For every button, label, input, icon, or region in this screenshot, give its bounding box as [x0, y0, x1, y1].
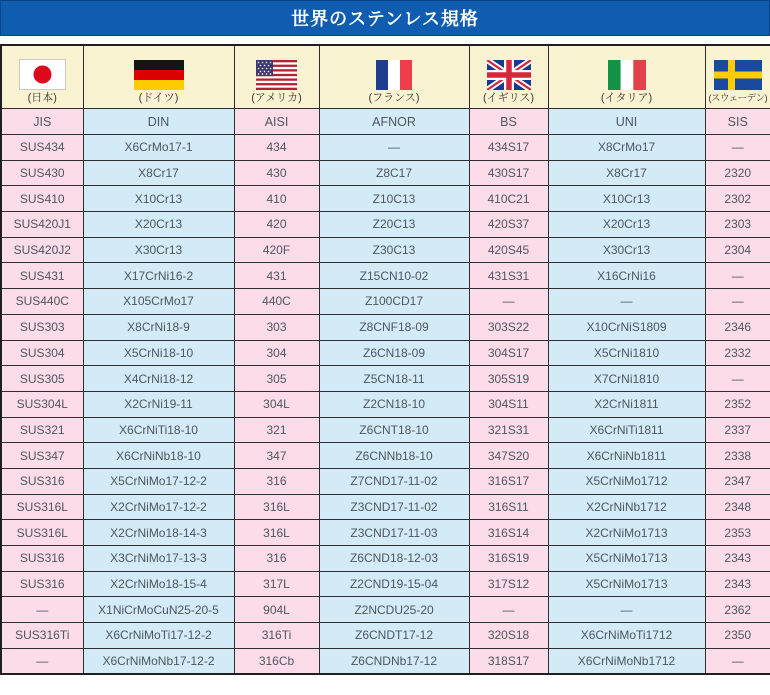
table-cell: SUS420J2: [1, 237, 83, 263]
table-cell: 316S11: [469, 494, 548, 520]
table-cell: X17CrNi16-2: [83, 263, 234, 289]
table-cell: 316S19: [469, 546, 548, 572]
table-row: [1, 520, 770, 546]
table-row: [1, 289, 770, 315]
table-cell: X6CrNiMoNb1712: [548, 648, 705, 674]
flag-label: (ドイツ): [138, 92, 179, 104]
table-row: [1, 314, 770, 340]
table-row: [1, 648, 770, 674]
table-cell: ―: [705, 366, 770, 392]
table-cell: X6CrNiTi1811: [548, 417, 705, 443]
table-row: [1, 263, 770, 289]
table-row: [1, 366, 770, 392]
table-cell: 316S17: [469, 468, 548, 494]
table-cell: X8Cr17: [83, 160, 234, 186]
table-cell: SUS316L: [1, 520, 83, 546]
table-cell: X2CrNiMo18-14-3: [83, 520, 234, 546]
flag-cell-germany: [83, 45, 234, 109]
table-cell: 431S31: [469, 263, 548, 289]
table-cell: ―: [1, 597, 83, 623]
table-cell: SUS304L: [1, 391, 83, 417]
table-cell: Z20C13: [319, 212, 469, 238]
flag-cell-usa: [234, 45, 319, 109]
table-cell: 316: [234, 546, 319, 572]
table-cell: 316Cb: [234, 648, 319, 674]
table-cell: SUS321: [1, 417, 83, 443]
page-title: [0, 0, 770, 36]
table-cell: 347S20: [469, 443, 548, 469]
table-cell: X5CrNi1810: [548, 340, 705, 366]
table-cell: Z6CN18-09: [319, 340, 469, 366]
table-cell: X4CrNi18-12: [83, 366, 234, 392]
table-cell: 420F: [234, 237, 319, 263]
table-cell: 304S11: [469, 391, 548, 417]
flag-label: (スウェーデン): [708, 93, 768, 104]
table-cell: 2346: [705, 314, 770, 340]
table-cell: X2CrNi19-11: [83, 391, 234, 417]
table-cell: ―: [319, 135, 469, 161]
table-cell: Z7CND17-11-02: [319, 468, 469, 494]
table-cell: X5CrNiMo1712: [548, 468, 705, 494]
table-cell: X2CrNiMo1713: [548, 520, 705, 546]
flag-cell-sweden: [705, 45, 770, 109]
table-cell: 2303: [705, 212, 770, 238]
table-cell: 320S18: [469, 623, 548, 649]
table-cell: X3CrNiMo17-13-3: [83, 546, 234, 572]
table-cell: X30Cr13: [548, 237, 705, 263]
flag-label: (アメリカ): [251, 92, 302, 104]
standards-header-row: [1, 109, 770, 135]
table-cell: SUS420J1: [1, 212, 83, 238]
table-cell: SUS304: [1, 340, 83, 366]
flag-cell-uk: [469, 45, 548, 109]
table-cell: 420S45: [469, 237, 548, 263]
japan-flag-icon: [19, 59, 66, 90]
standard-header-jis: JIS: [1, 109, 83, 135]
table-cell: Z2CN18-10: [319, 391, 469, 417]
table-row: [1, 391, 770, 417]
table-cell: ―: [705, 263, 770, 289]
table-cell: SUS316L: [1, 494, 83, 520]
standard-header-sis: SIS: [705, 109, 770, 135]
table-cell: X6CrNiTi18-10: [83, 417, 234, 443]
table-cell: 317L: [234, 571, 319, 597]
table-cell: 2343: [705, 571, 770, 597]
flag-label: (日本): [27, 92, 57, 104]
table-cell: X30Cr13: [83, 237, 234, 263]
table-cell: X10Cr13: [83, 186, 234, 212]
table-cell: 316Ti: [234, 623, 319, 649]
table-cell: Z100CD17: [319, 289, 469, 315]
table-cell: Z6CND18-12-03: [319, 546, 469, 572]
table-cell: X6CrNiMoTi17-12-2: [83, 623, 234, 649]
table-cell: SUS347: [1, 443, 83, 469]
table-cell: SUS303: [1, 314, 83, 340]
table-cell: 303: [234, 314, 319, 340]
standard-header-bs: BS: [469, 109, 548, 135]
standard-header-aisi: AISI: [234, 109, 319, 135]
table-cell: Z8CNF18-09: [319, 314, 469, 340]
table-cell: X2CrNiMo18-15-4: [83, 571, 234, 597]
table-cell: SUS316: [1, 546, 83, 572]
table-cell: 303S22: [469, 314, 548, 340]
table-cell: 2343: [705, 546, 770, 572]
table-cell: 321S31: [469, 417, 548, 443]
table-cell: X6CrMo17-1: [83, 135, 234, 161]
table-row: [1, 468, 770, 494]
table-cell: 2348: [705, 494, 770, 520]
standard-header-uni: UNI: [548, 109, 705, 135]
table-cell: 2302: [705, 186, 770, 212]
table-cell: ―: [705, 135, 770, 161]
table-cell: 410C21: [469, 186, 548, 212]
table-row: [1, 571, 770, 597]
table-cell: ―: [469, 597, 548, 623]
table-cell: X5CrNiMo1713: [548, 546, 705, 572]
table-cell: X7CrNi1810: [548, 366, 705, 392]
table-cell: 316L: [234, 494, 319, 520]
flag-cell-japan: [1, 45, 83, 109]
table-cell: Z6CNDNb17-12: [319, 648, 469, 674]
table-cell: 420: [234, 212, 319, 238]
table-cell: X20Cr13: [83, 212, 234, 238]
table-row: [1, 494, 770, 520]
table-cell: 304S17: [469, 340, 548, 366]
table-cell: 316: [234, 468, 319, 494]
table-cell: 2332: [705, 340, 770, 366]
table-cell: 2338: [705, 443, 770, 469]
sweden-flag-icon: [714, 60, 762, 90]
table-cell: X6CrNiMoTi1712: [548, 623, 705, 649]
table-cell: 434: [234, 135, 319, 161]
table-cell: Z6CNDT17-12: [319, 623, 469, 649]
standards-table-container: [0, 44, 770, 675]
table-cell: ―: [548, 597, 705, 623]
france-flag-icon: [376, 60, 412, 90]
flag-header-row: [1, 45, 770, 109]
flag-label: (イタリア): [600, 92, 653, 104]
flag-label: (フランス): [368, 92, 420, 104]
table-cell: SUS316: [1, 571, 83, 597]
table-row: [1, 597, 770, 623]
table-cell: Z10C13: [319, 186, 469, 212]
table-cell: ―: [705, 648, 770, 674]
table-cell: 2353: [705, 520, 770, 546]
table-cell: Z6CNNb18-10: [319, 443, 469, 469]
table-cell: 304: [234, 340, 319, 366]
flag-cell-italy: [548, 45, 705, 109]
table-cell: X5CrNi18-10: [83, 340, 234, 366]
table-cell: 2320: [705, 160, 770, 186]
italy-flag-icon: [608, 60, 646, 90]
table-cell: 2362: [705, 597, 770, 623]
table-cell: SUS305: [1, 366, 83, 392]
table-cell: X10Cr13: [548, 186, 705, 212]
table-cell: 440C: [234, 289, 319, 315]
table-cell: SUS431: [1, 263, 83, 289]
table-cell: 2350: [705, 623, 770, 649]
table-cell: X6CrNiNb1811: [548, 443, 705, 469]
table-cell: Z3CND17-11-02: [319, 494, 469, 520]
standards-table-body: [1, 135, 770, 675]
table-cell: 2347: [705, 468, 770, 494]
table-cell: 305S19: [469, 366, 548, 392]
table-cell: X5CrNiMo1713: [548, 571, 705, 597]
table-cell: 434S17: [469, 135, 548, 161]
table-cell: 904L: [234, 597, 319, 623]
table-row: [1, 135, 770, 161]
table-cell: SUS410: [1, 186, 83, 212]
table-row: [1, 160, 770, 186]
table-cell: 318S17: [469, 648, 548, 674]
table-cell: X8CrMo17: [548, 135, 705, 161]
table-row: [1, 237, 770, 263]
uk-flag-icon: [487, 60, 531, 90]
table-cell: 2352: [705, 391, 770, 417]
table-cell: SUS440C: [1, 289, 83, 315]
table-cell: 410: [234, 186, 319, 212]
table-cell: X2CrNiMo17-12-2: [83, 494, 234, 520]
table-cell: 347: [234, 443, 319, 469]
standard-header-din: DIN: [83, 109, 234, 135]
table-row: [1, 546, 770, 572]
table-cell: Z6CNT18-10: [319, 417, 469, 443]
table-cell: 420S37: [469, 212, 548, 238]
table-cell: X1NiCrMoCuN25-20-5: [83, 597, 234, 623]
table-cell: 2337: [705, 417, 770, 443]
flag-label: (イギリス): [482, 92, 535, 104]
table-cell: X16CrNi16: [548, 263, 705, 289]
table-cell: X105CrMo17: [83, 289, 234, 315]
table-cell: X10CrNiS1809: [548, 314, 705, 340]
table-cell: 321: [234, 417, 319, 443]
table-cell: Z15CN10-02: [319, 263, 469, 289]
table-cell: 430: [234, 160, 319, 186]
table-cell: SUS316Ti: [1, 623, 83, 649]
table-cell: X8Cr17: [548, 160, 705, 186]
table-cell: X5CrNiMo17-12-2: [83, 468, 234, 494]
usa-flag-icon: [256, 60, 297, 90]
table-cell: Z3CND17-11-03: [319, 520, 469, 546]
table-cell: 430S17: [469, 160, 548, 186]
table-cell: X6CrNiMoNb17-12-2: [83, 648, 234, 674]
table-cell: Z5CN18-11: [319, 366, 469, 392]
table-cell: 305: [234, 366, 319, 392]
flag-cell-france: [319, 45, 469, 109]
standards-table: [0, 44, 770, 675]
standard-header-afnor: AFNOR: [319, 109, 469, 135]
table-cell: 317S12: [469, 571, 548, 597]
table-cell: ―: [469, 289, 548, 315]
table-cell: Z30C13: [319, 237, 469, 263]
table-cell: SUS430: [1, 160, 83, 186]
table-cell: SUS434: [1, 135, 83, 161]
table-cell: SUS316: [1, 468, 83, 494]
table-row: [1, 186, 770, 212]
table-cell: X20Cr13: [548, 212, 705, 238]
table-row: [1, 623, 770, 649]
table-cell: 431: [234, 263, 319, 289]
table-cell: 304L: [234, 391, 319, 417]
table-row: [1, 212, 770, 238]
page-title-text: 世界のステンレス規格: [291, 9, 479, 29]
table-row: [1, 340, 770, 366]
table-cell: 316L: [234, 520, 319, 546]
germany-flag-icon: [134, 60, 184, 90]
table-cell: Z8C17: [319, 160, 469, 186]
table-row: [1, 443, 770, 469]
table-cell: X2CrNiNb1712: [548, 494, 705, 520]
table-cell: ―: [548, 289, 705, 315]
table-cell: X8CrNi18-9: [83, 314, 234, 340]
table-row: [1, 417, 770, 443]
table-cell: ―: [1, 648, 83, 674]
table-cell: ―: [705, 289, 770, 315]
table-cell: Z2NCDU25-20: [319, 597, 469, 623]
table-cell: Z2CND19-15-04: [319, 571, 469, 597]
table-cell: X2CrNi1811: [548, 391, 705, 417]
table-cell: 2304: [705, 237, 770, 263]
table-cell: 316S14: [469, 520, 548, 546]
table-cell: X6CrNiNb18-10: [83, 443, 234, 469]
